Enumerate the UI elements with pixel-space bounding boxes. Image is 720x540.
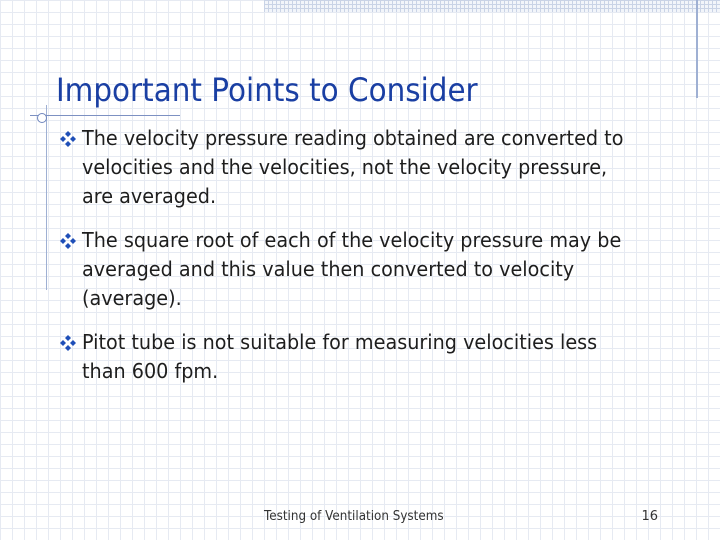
bullet-list	[58, 124, 666, 401]
top-decorative-band	[264, 0, 720, 12]
left-accent-line	[46, 105, 47, 290]
diamond-cluster-bullet-icon	[58, 129, 78, 149]
footer-text: Testing of Ventilation Systems	[264, 509, 444, 524]
bullet-item	[58, 124, 666, 211]
diamond-cluster-bullet-icon	[58, 333, 78, 353]
bullet-text: The velocity pressure reading obtained are converted to velocities and the velocities, not the velocity pressure, are averaged.	[82, 126, 624, 208]
page-number: 16	[641, 509, 658, 524]
target-circle-icon	[37, 113, 47, 123]
diamond-cluster-bullet-icon	[58, 231, 78, 251]
bullet-item	[58, 226, 666, 313]
bullet-text: Pitot tube is not suitable for measuring velocities less than 600 fpm.	[82, 330, 598, 383]
title-underline	[30, 115, 180, 116]
slide-title: Important Points to Consider	[56, 71, 478, 109]
bullet-text: The square root of each of the velocity pressure may be averaged and this value then converted to velocity (average).	[82, 228, 622, 310]
right-accent-line	[696, 0, 698, 98]
bullet-item	[58, 328, 666, 386]
